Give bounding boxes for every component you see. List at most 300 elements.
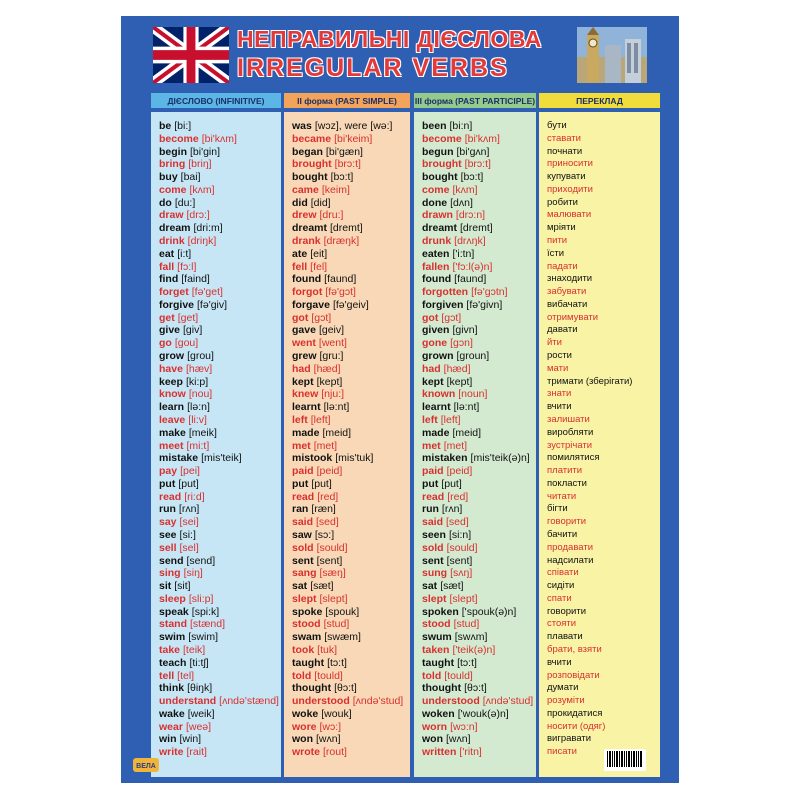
past-participle-row [422, 503, 462, 516]
transcription: [dremt] [460, 222, 493, 235]
infinitive-row [159, 606, 219, 619]
past-participle-row [422, 529, 471, 542]
transcription: [lə:n] [187, 401, 210, 414]
past-participle-row [422, 337, 473, 350]
infinitive-row [159, 414, 207, 427]
verb-word: be [159, 120, 172, 132]
header-translation: ПЕРЕКЛАД [539, 93, 660, 108]
past-simple-row [292, 414, 331, 427]
translation-row: покласти [547, 477, 587, 489]
past-simple-row [292, 644, 337, 657]
transcription: [bi'keim] [334, 132, 373, 145]
transcription: [spi:k] [191, 605, 220, 618]
translation-row: малювати [547, 209, 592, 221]
past-participle-row [422, 414, 461, 427]
verb-word: win [159, 733, 177, 746]
verb-word: learnt [422, 401, 451, 414]
past-participle-row [422, 644, 495, 657]
translation-row: читати [547, 490, 577, 502]
verb-word: mistaken [422, 452, 468, 465]
past-participle-row [422, 197, 473, 210]
transcription: ['wouk(ə)n] [457, 707, 509, 720]
past-participle-row [422, 388, 487, 401]
transcription: [meik] [188, 426, 217, 439]
transcription: [bɔ:t] [460, 171, 484, 184]
transcription: [lə:nt] [453, 401, 480, 414]
verb-word: became [292, 132, 332, 145]
past-simple-row [292, 733, 341, 746]
transcription: [ri:d] [184, 490, 205, 503]
transcription: [fə'get] [191, 286, 223, 299]
verb-word: said [422, 516, 444, 529]
verb-word: made [422, 426, 450, 439]
past-simple-row [292, 478, 332, 491]
infinitive-row [159, 708, 215, 721]
transcription: [fɔ:l] [177, 260, 197, 273]
verb-word: told [292, 669, 312, 682]
translation-row: плавати [547, 631, 583, 643]
past-simple-row [292, 440, 337, 453]
verb-word: gone [422, 337, 448, 350]
verb-word: keep [159, 375, 183, 388]
transcription: [bi'gæn] [325, 145, 363, 158]
verb-word: paid [422, 465, 444, 478]
past-participle-row [422, 248, 474, 261]
infinitive-row [159, 631, 218, 644]
translation-row: почнати [547, 145, 583, 157]
transcription: [send] [186, 554, 216, 567]
infinitive-row [159, 197, 195, 210]
transcription: [dri:m] [193, 222, 223, 235]
infinitive-row [159, 567, 203, 580]
publisher-logo [133, 758, 159, 772]
past-simple-row [292, 299, 369, 312]
translation-row: пити [547, 235, 568, 247]
translation-row: носити (одяг) [547, 720, 606, 732]
translation-row: ставати [547, 132, 581, 144]
transcription: [nou] [188, 388, 213, 401]
verb-word: tell [159, 669, 175, 682]
verb-word: learnt [292, 401, 321, 414]
verb-word: drew [292, 209, 317, 222]
verb-word: get [159, 311, 175, 324]
past-participle-row [422, 618, 479, 631]
transcription: [sæt] [310, 580, 334, 593]
verb-word: taught [422, 656, 455, 669]
transcription: [θɔ:t] [334, 682, 357, 695]
verb-word: go [159, 337, 172, 350]
transcription: [bɔ:t] [330, 171, 354, 184]
verb-word: seen [422, 528, 446, 541]
verb-word: brought [292, 158, 332, 171]
infinitive-row [159, 158, 212, 171]
past-simple-row [292, 593, 348, 606]
transcription: [si:n] [448, 528, 472, 541]
past-simple-row [292, 248, 327, 261]
transcription: [drɔ:n] [455, 209, 486, 222]
transcription: [i:t] [177, 247, 192, 260]
translation-row: рости [547, 350, 572, 362]
past-participle-row [422, 567, 472, 580]
column-translation [539, 112, 660, 777]
past-simple-row [292, 120, 392, 133]
past-participle-row [422, 363, 471, 376]
infinitive-row [159, 209, 210, 222]
past-participle-row [422, 682, 487, 695]
verb-word: kept [422, 375, 444, 388]
verb-word: swam [292, 631, 322, 644]
transcription: [bi:n] [449, 120, 473, 132]
transcription: [faund] [454, 273, 487, 286]
transcription: [bi:] [174, 120, 192, 132]
transcription: [tel] [177, 669, 195, 682]
past-participle-row [422, 695, 533, 708]
infinitive-row [159, 401, 210, 414]
column-infinitive [151, 112, 281, 777]
transcription: [wʌn] [446, 733, 471, 746]
translation-row: сидіти [547, 580, 575, 592]
transcription: [wɔ:] [319, 720, 342, 733]
verb-word: grown [422, 350, 454, 363]
translation-row: помилятися [547, 452, 600, 464]
verb-word: woke [292, 707, 319, 720]
verb-word: forgive [159, 298, 195, 311]
translation-row: приходити [547, 183, 593, 195]
verb-word: slept [292, 592, 317, 605]
transcription: [dʌn] [450, 196, 473, 209]
verb-word: put [292, 477, 309, 490]
transcription: [ʌndə'stud] [482, 695, 534, 708]
past-participle-row [422, 286, 508, 299]
transcription: [du:] [174, 196, 196, 209]
verb-word: thought [292, 682, 332, 695]
infinitive-row [159, 733, 201, 746]
verb-word: pay [159, 465, 178, 478]
past-participle-row [422, 261, 492, 274]
infinitive-row [159, 286, 223, 299]
transcription: [red] [447, 490, 469, 503]
transcription: [tould] [314, 669, 343, 682]
past-simple-row [292, 235, 359, 248]
translation-row: бачити [547, 528, 578, 540]
past-simple-row [292, 580, 334, 593]
infinitive-row [159, 516, 199, 529]
translation-row: вигравати [547, 733, 592, 745]
transcription: [peid] [316, 465, 343, 478]
transcription: [rait] [186, 746, 207, 759]
verb-word: write [159, 746, 184, 759]
past-simple-row [292, 606, 359, 619]
transcription: [put] [441, 477, 462, 490]
transcription: [tɔ:t] [327, 656, 347, 669]
transcription: [ki:p] [185, 375, 209, 388]
verb-word: become [422, 132, 462, 145]
infinitive-row [159, 491, 205, 504]
verb-word: say [159, 516, 177, 529]
infinitive-row [159, 350, 214, 363]
transcription: [put] [178, 477, 199, 490]
transcription: [sed] [446, 516, 469, 529]
transcription: [left] [440, 413, 461, 426]
verb-word: sang [292, 567, 317, 580]
verb-word: forgiven [422, 298, 464, 311]
transcription: [wɔz], were [wə:] [314, 120, 393, 132]
transcription: [sent] [316, 554, 343, 567]
infinitive-row [159, 529, 196, 542]
past-simple-row [292, 721, 341, 734]
transcription: [sould] [316, 541, 348, 554]
transcription: [wʌn] [316, 733, 341, 746]
verb-word: put [159, 477, 176, 490]
translation-row: приносити [547, 158, 593, 170]
verb-word: done [422, 196, 448, 209]
transcription: [eit] [310, 247, 328, 260]
infinitive-row [159, 670, 194, 683]
translation-row: мати [547, 362, 569, 374]
verb-word: swim [159, 631, 186, 644]
infinitive-row [159, 146, 220, 159]
verb-word: begun [422, 145, 454, 158]
verb-word: fell [292, 260, 308, 273]
translation-row: платити [547, 465, 583, 477]
infinitive-row [159, 184, 215, 197]
transcription: [mis'teik] [201, 452, 242, 465]
past-simple-row [292, 516, 339, 529]
transcription: [fə'giv] [197, 298, 228, 311]
transcription: [sæŋ] [319, 567, 346, 580]
verb-word: left [422, 413, 438, 426]
verb-word: left [292, 413, 308, 426]
verb-word: stood [422, 618, 451, 631]
translation-row: спати [547, 592, 572, 604]
uk-flag-icon [153, 27, 229, 83]
past-participle-row [422, 721, 478, 734]
past-participle-row [422, 273, 486, 286]
transcription: [sed] [316, 516, 339, 529]
transcription: [sent] [446, 554, 473, 567]
transcription: [drʌŋk] [454, 235, 486, 248]
past-simple-row [292, 261, 327, 274]
verb-word: sung [422, 567, 448, 580]
verb-word: know [159, 388, 186, 401]
past-simple-row [292, 209, 343, 222]
past-participle-row [422, 133, 500, 146]
transcription: [slept] [319, 592, 348, 605]
past-participle-row [422, 350, 489, 363]
verb-word: fall [159, 260, 175, 273]
infinitive-row [159, 478, 199, 491]
verb-word: mistook [292, 452, 333, 465]
infinitive-row [159, 746, 207, 759]
transcription: [tɔ:t] [457, 656, 477, 669]
translation-row: говорити [547, 605, 587, 617]
past-simple-row [292, 171, 353, 184]
infinitive-row [159, 644, 205, 657]
transcription: [kʌm] [189, 183, 215, 196]
infinitive-row [159, 312, 198, 325]
verb-word: come [422, 183, 450, 196]
past-simple-row [292, 324, 344, 337]
past-participle-row [422, 171, 483, 184]
past-simple-row [292, 401, 349, 414]
verb-word: read [422, 490, 445, 503]
translation-row: говорити [547, 516, 587, 528]
transcription: [pei] [180, 465, 200, 478]
infinitive-row [159, 376, 208, 389]
past-participle-row [422, 555, 472, 568]
translation-row: прокидатися [547, 707, 603, 719]
verb-word: sing [159, 567, 181, 580]
transcription: [bi'kʌm] [201, 132, 237, 145]
infinitive-row [159, 465, 200, 478]
past-participle-row [422, 312, 461, 325]
verb-word: thought [422, 682, 462, 695]
translation-row: забувати [547, 286, 587, 298]
transcription: [swim] [188, 631, 219, 644]
verb-word: take [159, 643, 181, 656]
infinitive-row [159, 657, 209, 670]
verb-word: slept [422, 592, 447, 605]
verb-word: won [422, 733, 443, 746]
verb-word: have [159, 362, 183, 375]
transcription: [wɔ:n] [450, 720, 478, 733]
verb-word: did [292, 196, 308, 209]
verb-word: make [159, 426, 186, 439]
translation-row: бути [547, 120, 567, 131]
past-participle-row [422, 670, 473, 683]
past-participle-row [422, 733, 471, 746]
transcription: [mis'tuk] [335, 452, 374, 465]
past-participle-row [422, 440, 467, 453]
transcription: ['teik(ə)n] [452, 643, 496, 656]
header-infinitive: ДІЄСЛОВО (INFINITIVE) [151, 93, 281, 108]
verb-word: put [422, 477, 439, 490]
verb-word: bought [422, 171, 458, 184]
transcription: [kept] [446, 375, 473, 388]
verb-word: forgave [292, 298, 330, 311]
transcription: [did] [310, 196, 331, 209]
past-simple-row [292, 133, 372, 146]
transcription: ['ritn] [459, 746, 482, 759]
translation-row: розповідати [547, 669, 600, 681]
infinitive-row [159, 248, 191, 261]
barcode-icon [604, 749, 646, 771]
verb-word: learn [159, 401, 185, 414]
transcription: [giv] [183, 324, 203, 337]
verb-word: had [292, 362, 311, 375]
verb-word: sent [422, 554, 444, 567]
transcription: ['spouk(ə)n] [461, 605, 517, 618]
transcription: [win] [179, 733, 202, 746]
past-participle-row [422, 401, 479, 414]
verb-word: drank [292, 235, 321, 248]
verb-word: told [422, 669, 442, 682]
translation-row: вчити [547, 401, 572, 413]
translation-row: знаходити [547, 273, 593, 285]
transcription: [ʌndə'stud] [352, 695, 404, 708]
past-simple-row [292, 708, 352, 721]
verb-word: bring [159, 158, 186, 171]
transcription: [teik] [183, 643, 206, 656]
verb-word: known [422, 388, 456, 401]
transcription: [geiv] [318, 324, 345, 337]
verb-word: begin [159, 145, 187, 158]
transcription: [stænd] [190, 618, 226, 631]
logo-text: ВЕЛА [136, 763, 156, 770]
transcription: [θiŋk] [187, 682, 213, 695]
past-participle-row [422, 580, 464, 593]
translation-row: думати [547, 682, 579, 694]
translation-row: робити [547, 196, 578, 208]
transcription: [fə'gɔtn] [471, 286, 508, 299]
transcription: [hæd] [443, 362, 471, 375]
verb-word: see [159, 528, 177, 541]
transcription: [rout] [323, 746, 347, 759]
infinitive-row [159, 555, 215, 568]
transcription: [keim] [321, 183, 350, 196]
transcription: [tuk] [317, 643, 338, 656]
transcription: [gɔn] [450, 337, 473, 350]
transcription: [sʌŋ] [450, 567, 473, 580]
transcription: [faund] [324, 273, 357, 286]
verb-word: met [422, 439, 441, 452]
verb-word: do [159, 196, 172, 209]
translation-row: надсилати [547, 554, 594, 566]
verb-word: forgotten [422, 286, 469, 299]
past-simple-row [292, 555, 342, 568]
verb-word: won [292, 733, 313, 746]
infinitive-row [159, 440, 209, 453]
verb-word: came [292, 183, 319, 196]
transcription: ['i:tn] [452, 247, 475, 260]
past-participle-row [422, 209, 485, 222]
verb-word: read [159, 490, 182, 503]
infinitive-row [159, 593, 213, 606]
past-simple-row [292, 465, 342, 478]
verb-word: knew [292, 388, 319, 401]
verb-word: find [159, 273, 179, 286]
transcription: [sel] [179, 541, 199, 554]
verb-word: teach [159, 656, 187, 669]
verb-word: got [422, 311, 439, 324]
verb-word: forgot [292, 286, 323, 299]
verb-word: worn [422, 720, 448, 733]
verb-word: wake [159, 707, 185, 720]
verb-word: send [159, 554, 184, 567]
verb-word: understand [159, 695, 217, 708]
translation-row: падати [547, 260, 578, 272]
past-simple-row [292, 197, 331, 210]
past-simple-row [292, 427, 351, 440]
translation-row: співати [547, 567, 579, 579]
past-participle-row [422, 376, 472, 389]
past-participle-row [422, 708, 509, 721]
verb-word: sold [422, 541, 444, 554]
transcription: [sɔ:] [314, 528, 335, 541]
column-past-simple [284, 112, 410, 777]
transcription: [meid] [322, 426, 352, 439]
translation-row: вчити [547, 656, 572, 668]
verb-word: took [292, 643, 315, 656]
verb-word: written [422, 746, 457, 759]
transcription: [red] [317, 490, 339, 503]
transcription: [fel] [310, 260, 328, 273]
transcription: [meid] [452, 426, 482, 439]
transcription: [bi'gin] [190, 145, 221, 158]
past-simple-row [292, 452, 373, 465]
transcription: [swʌm] [454, 631, 488, 644]
transcription: [gɔt] [311, 311, 332, 324]
